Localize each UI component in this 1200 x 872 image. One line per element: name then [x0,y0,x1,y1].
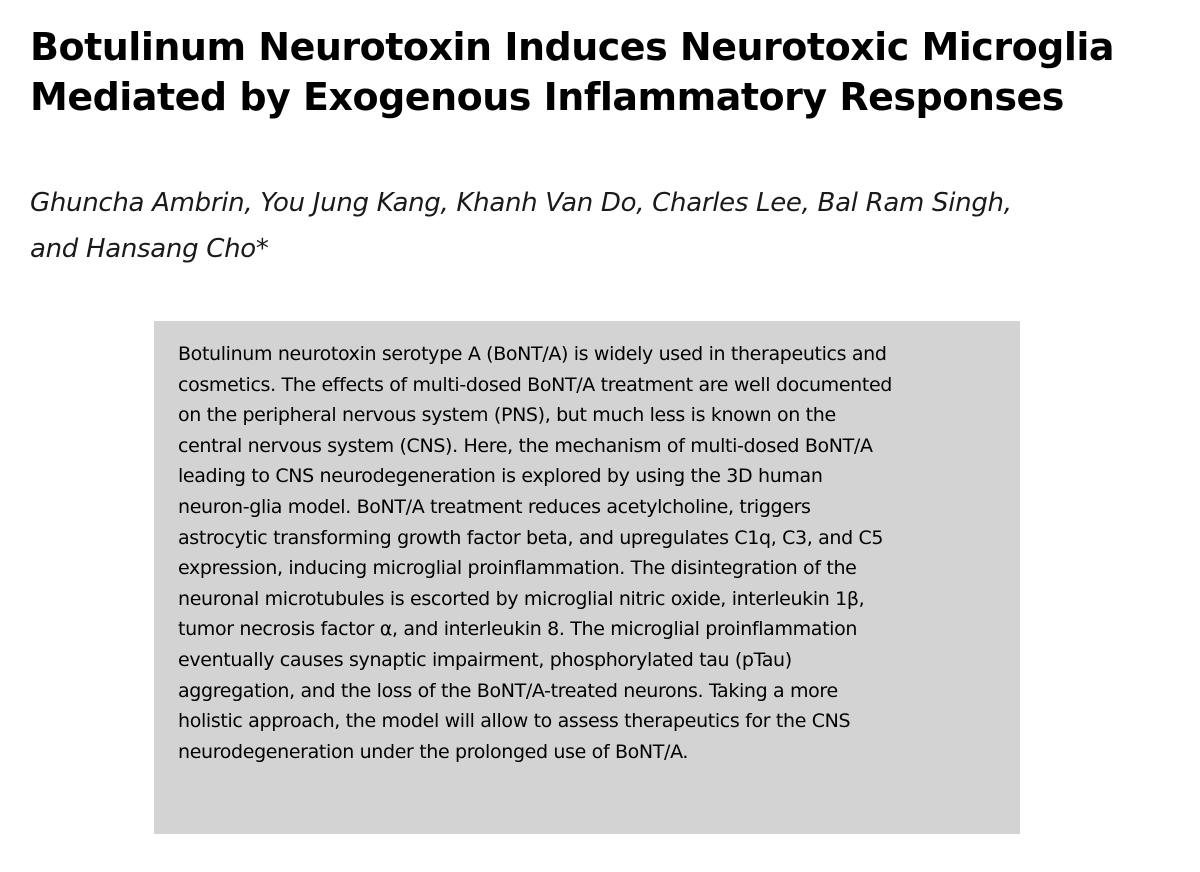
abstract-line: on the peripheral nervous system (PNS), but much less is known on the [178,404,836,427]
abstract-text [178,339,1008,767]
abstract-line: neurodegeneration under the prolonged use of BoNT/A. [178,740,689,763]
abstract-line: astrocytic transforming growth factor beta, and upregulates C1q, C3, and C5 [178,526,884,549]
abstract-line: eventually causes synaptic impairment, phosphorylated tau (pTau) [178,648,792,671]
title-line: Mediated by Exogenous Inflammatory Responses [30,75,1064,119]
abstract-line: leading to CNS neurodegeneration is explored by using the 3D human [178,465,823,488]
title-line: Botulinum Neurotoxin Induces Neurotoxic Microglia [30,25,1115,69]
abstract-line: central nervous system (CNS). Here, the mechanism of multi-dosed BoNT/A [178,434,873,457]
abstract-line: aggregation, and the loss of the BoNT/A-treated neurons. Taking a more [178,679,838,702]
abstract-line: tumor necrosis factor α, and interleukin 8. The microglial proinflammation [178,618,858,641]
paper-title [30,22,1190,122]
abstract-line: Botulinum neurotoxin serotype A (BoNT/A) is widely used in therapeutics and [178,343,887,365]
abstract-line: cosmetics. The effects of multi-dosed BoNT/A treatment are well documented [178,373,893,396]
author-line: and Hansang Cho* [30,234,269,264]
abstract-line: neuronal microtubules is escorted by microglial nitric oxide, interleukin 1β, [178,587,865,610]
abstract-box [154,321,1020,834]
author-line: Ghuncha Ambrin, You Jung Kang, Khanh Van Do, Charles Lee, Bal Ram Singh, [30,188,1012,218]
abstract-line: neuron-glia model. BoNT/A treatment reduces acetylcholine, triggers [178,495,811,518]
author-list [30,180,1190,272]
abstract-line: expression, inducing microglial proinflammation. The disintegration of the [178,557,857,580]
abstract-line: holistic approach, the model will allow to assess therapeutics for the CNS [178,710,851,733]
